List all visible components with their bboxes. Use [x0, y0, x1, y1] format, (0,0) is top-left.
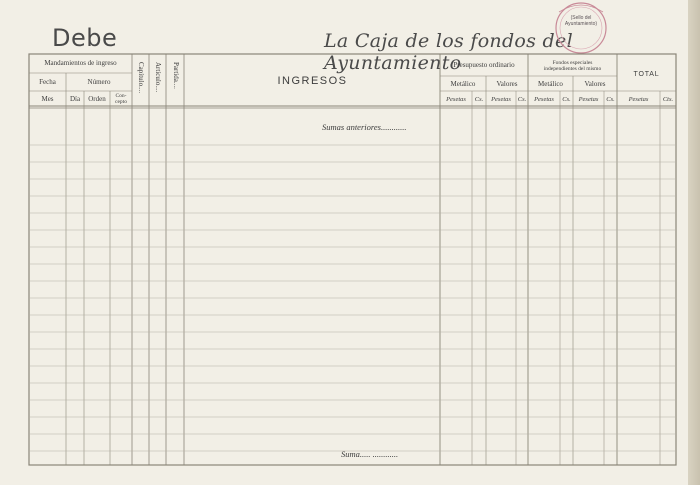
- header-fondos-especiales-1: Fondos especiales: [552, 60, 593, 66]
- ledger-rows: [29, 145, 676, 451]
- header-orden: Orden: [88, 95, 106, 103]
- page-title-debe: Debe: [52, 24, 118, 52]
- header-pesetas-2: Pesetas: [491, 96, 511, 103]
- header-cs-1: Cs.: [474, 96, 484, 103]
- header-mandamientos: Mandamientos de ingreso: [44, 59, 117, 67]
- header-articulo: Artículo....: [154, 62, 162, 93]
- header-total: TOTAL: [633, 71, 660, 78]
- header-ingresos: INGRESOS: [277, 75, 348, 87]
- header-cs-4: Cs.: [606, 96, 615, 103]
- header-cts-5: Cts.: [662, 96, 674, 103]
- header-valores-2: Valores: [584, 80, 606, 88]
- header-pesetas-4: Pesetas: [578, 96, 599, 103]
- sumas-anteriores-label: Sumas anteriores............: [322, 122, 407, 132]
- page-title-caja: La Caja de los fondos del Ayuntamiento: [324, 30, 573, 74]
- header-concepto-1: Con-: [115, 93, 127, 99]
- seal-text-2: Ayuntamiento): [564, 21, 598, 27]
- header-presupuesto-ordinario: Presupuesto ordinario: [453, 61, 515, 69]
- header-pesetas-3: Pesetas: [534, 96, 554, 103]
- header-metalico-1: Metálico: [450, 80, 476, 88]
- header-fecha: Fecha: [39, 78, 56, 86]
- header-pesetas-1: Pesetas: [446, 96, 466, 103]
- header-capitulo: Capítulo....: [137, 62, 145, 94]
- header-concepto-2: cepto: [115, 99, 127, 105]
- header-numero: Número: [87, 78, 111, 86]
- header-partida: Partida....: [172, 62, 180, 89]
- header-pesetas-5: Pesetas: [628, 96, 649, 103]
- header-valores-1: Valores: [496, 80, 518, 88]
- suma-label: Suma..... ............: [341, 449, 399, 459]
- header-dia: Día: [69, 95, 81, 103]
- header-metalico-2: Metálico: [538, 80, 563, 88]
- header-fondos-especiales-2: independientes del mismo: [543, 66, 602, 72]
- seal-text-1: (Sello del: [570, 15, 592, 21]
- header-mes: Mes: [41, 95, 54, 103]
- header-cs-3: Cs.: [562, 96, 571, 103]
- header-cs-2: Cs.: [517, 96, 527, 103]
